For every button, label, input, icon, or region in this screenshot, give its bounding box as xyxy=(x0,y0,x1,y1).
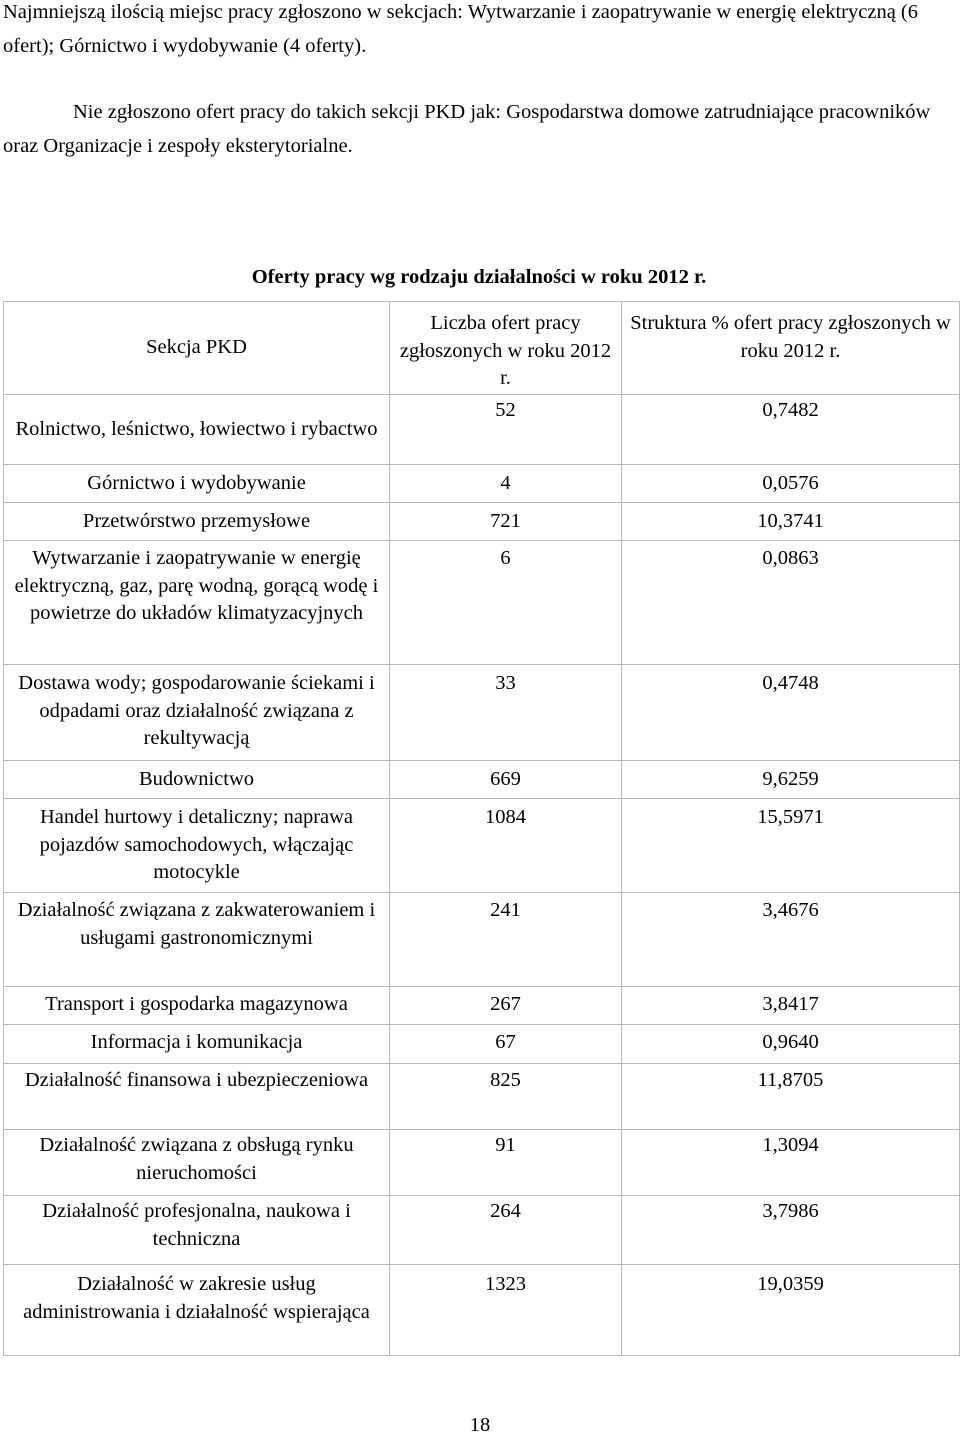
cell-section: Budownictwo xyxy=(4,761,390,799)
cell-share: 0,4748 xyxy=(622,665,960,761)
cell-section: Górnictwo i wydobywanie xyxy=(4,465,390,503)
header-share xyxy=(622,302,960,395)
cell-share: 10,3741 xyxy=(622,503,960,541)
cell-count: 67 xyxy=(390,1025,622,1064)
cell-share: 15,5971 xyxy=(622,799,960,893)
paragraph-smallest-offers: Najmniejszą ilością miejsc pracy zgłoszono w sekcjach: Wytwarzanie i zaopatrywanie w energię elektryczną (6 ofert); Górnictwo i wydobywanie (4 oferty). xyxy=(3,1,918,57)
cell-share: 19,0359 xyxy=(622,1265,960,1356)
cell-section: Działalność profesjonalna, naukowa i techniczna xyxy=(4,1196,390,1265)
cell-section: Działalność związana z zakwaterowaniem i usługami gastronomicznymi xyxy=(4,893,390,987)
cell-share: 0,9640 xyxy=(622,1025,960,1064)
cell-section: Dostawa wody; gospodarowanie ściekami i odpadami oraz działalność związana z rekultywacją xyxy=(4,665,390,761)
table-row xyxy=(4,1064,960,1130)
table-row xyxy=(4,503,960,541)
cell-count: 825 xyxy=(390,1064,622,1130)
cell-section: Działalność finansowa i ubezpieczeniowa xyxy=(4,1064,390,1130)
cell-count: 721 xyxy=(390,503,622,541)
table-row xyxy=(4,893,960,987)
cell-count: 91 xyxy=(390,1130,622,1196)
cell-share: 0,7482 xyxy=(622,395,960,465)
table-row xyxy=(4,1130,960,1196)
header-count xyxy=(390,302,622,395)
cell-section: Przetwórstwo przemysłowe xyxy=(4,503,390,541)
offers-by-section-table xyxy=(3,301,960,1356)
header-section-label: Sekcja PKD xyxy=(146,336,247,359)
cell-section: Handel hurtowy i detaliczny; naprawa pojazdów samochodowych, włączając motocykle xyxy=(4,799,390,893)
cell-share: 11,8705 xyxy=(622,1064,960,1130)
header-share-label: Struktura % ofert pracy zgłoszonych w roku 2012 r. xyxy=(630,312,951,362)
table-row xyxy=(4,799,960,893)
cell-share: 0,0863 xyxy=(622,541,960,665)
table-header-row xyxy=(4,302,960,395)
cell-share: 9,6259 xyxy=(622,761,960,799)
table-caption xyxy=(0,264,960,290)
table-row xyxy=(4,465,960,503)
cell-share: 3,8417 xyxy=(622,987,960,1025)
cell-count: 1084 xyxy=(390,799,622,893)
cell-count: 267 xyxy=(390,987,622,1025)
cell-count: 33 xyxy=(390,665,622,761)
cell-section: Działalność w zakresie usług administrowania i działalność wspierająca xyxy=(4,1265,390,1356)
cell-share: 0,0576 xyxy=(622,465,960,503)
cell-count: 1323 xyxy=(390,1265,622,1356)
cell-count: 241 xyxy=(390,893,622,987)
page-number: 18 xyxy=(469,1414,491,1436)
table-row xyxy=(4,761,960,799)
table-row xyxy=(4,1265,960,1356)
cell-section: Informacja i komunikacja xyxy=(4,1025,390,1064)
cell-section: Wytwarzanie i zaopatrywanie w energię elektryczną, gaz, parę wodną, gorącą wodę i powietrze do układów klimatyzacyjnych xyxy=(4,541,390,665)
cell-count: 6 xyxy=(390,541,622,665)
table-row xyxy=(4,987,960,1025)
table-row xyxy=(4,395,960,465)
cell-count: 264 xyxy=(390,1196,622,1265)
table-caption-text: Oferty pracy wg rodzaju działalności w roku 2012 r. xyxy=(251,266,707,288)
cell-count: 52 xyxy=(390,395,622,465)
table-row xyxy=(4,1196,960,1265)
table-row xyxy=(4,541,960,665)
header-count-label: Liczba ofert pracy zgłoszonych w roku 2012 r. xyxy=(399,312,612,389)
cell-count: 669 xyxy=(390,761,622,799)
cell-section: Transport i gospodarka magazynowa xyxy=(4,987,390,1025)
table-row xyxy=(4,665,960,761)
paragraph-no-offers: Nie zgłoszono ofert pracy do takich sekcji PKD jak: Gospodarstwa domowe zatrudniające pracowników oraz Organizacje i zespoły eksterytorialne. xyxy=(3,101,931,157)
cell-share: 1,3094 xyxy=(622,1130,960,1196)
cell-share: 3,7986 xyxy=(622,1196,960,1265)
cell-section: Rolnictwo, leśnictwo, łowiectwo i rybactwo xyxy=(4,395,390,465)
header-section xyxy=(4,302,390,395)
cell-share: 3,4676 xyxy=(622,893,960,987)
cell-section: Działalność związana z obsługą rynku nieruchomości xyxy=(4,1130,390,1196)
cell-count: 4 xyxy=(390,465,622,503)
table-row xyxy=(4,1025,960,1064)
